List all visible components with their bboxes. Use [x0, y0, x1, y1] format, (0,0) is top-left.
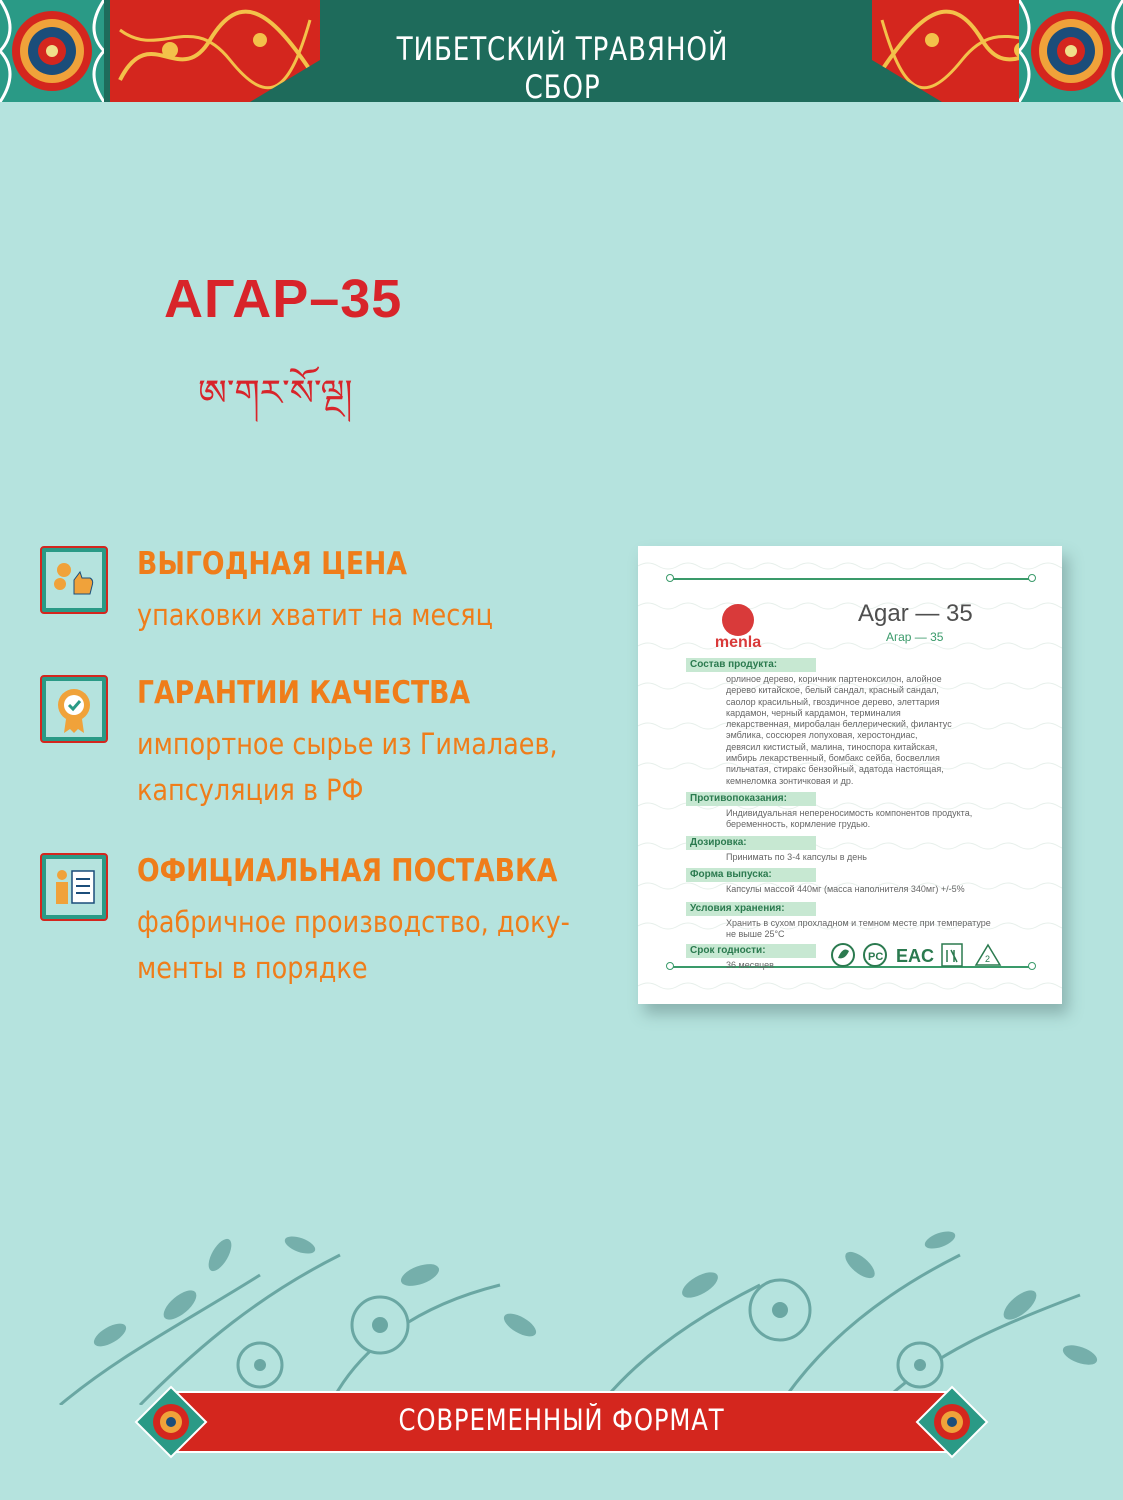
eac-mark: EAC — [896, 946, 935, 966]
section-text: Капсулы массой 440мг (масса наполнителя 340мг) +/-5% — [726, 884, 965, 894]
brand-logo — [708, 604, 768, 652]
feature-text — [137, 592, 493, 638]
mandala-ornament-icon — [0, 0, 104, 102]
section-label: Дозировка: — [686, 836, 816, 850]
section-text: 36 месяцев — [726, 960, 774, 970]
svg-text:2: 2 — [985, 954, 991, 964]
label-subtitle: Агар — 35 — [886, 630, 944, 644]
certification-marks — [830, 942, 1010, 968]
mandala-ornament-icon — [915, 1385, 989, 1459]
coins-thumbs-up-icon — [40, 546, 108, 614]
product-title-tibetan: ཨ་གར་སོ་ལྔ། — [198, 373, 353, 414]
section-label: Срок годности: — [686, 944, 816, 958]
footer-banner — [134, 1385, 989, 1459]
feature-text — [137, 899, 570, 991]
feature-title: ВЫГОДНАЯ ЦЕНА — [137, 546, 407, 582]
quality-badge-icon — [40, 675, 108, 743]
label-title: Agar — 35 — [858, 600, 973, 627]
mandala-ornament-icon — [134, 1385, 208, 1459]
product-label-card — [638, 546, 1062, 1004]
recycle-icon — [976, 945, 1000, 965]
divider-dot — [1028, 574, 1036, 582]
footer-text: СОВРЕМЕННЫЙ ФОРМАТ — [398, 1403, 725, 1437]
header-title: ТИБЕТСКИЙ ТРАВЯНОЙ СБОР — [396, 30, 729, 106]
section-label: Условия хранения: — [686, 902, 816, 916]
eco-leaf-icon — [832, 944, 854, 966]
divider-dot — [666, 574, 674, 582]
section-text: Принимать по 3-4 капсулы в день — [726, 852, 867, 862]
divider-dot — [1028, 962, 1036, 970]
mandala-ornament-icon — [1019, 0, 1123, 102]
section-text: Хранить в сухом прохладном и темном месте при температуре не выше 25°С — [726, 918, 991, 940]
feature-text — [137, 721, 558, 813]
section-label: Противопоказания: — [686, 792, 816, 806]
product-title: АГАР–35 — [164, 269, 403, 329]
feature-line: менты в порядке — [137, 951, 368, 985]
feature-line: фабричное производство, доку- — [137, 905, 570, 939]
label-divider — [670, 578, 1030, 580]
brand-name: menla — [714, 634, 762, 651]
section-label: Форма выпуска: — [686, 868, 816, 882]
floral-decoration-icon — [0, 1215, 1123, 1405]
pct-mark-icon — [864, 944, 886, 966]
svg-text:PC: PC — [868, 951, 884, 963]
feature-title: ОФИЦИАЛЬНАЯ ПОСТАВКА — [137, 853, 558, 889]
section-label: Состав продукта: — [686, 658, 816, 672]
brand-logo-icon — [722, 604, 754, 636]
section-text: орлиное дерево, коричник партеноксилон, алойное дерево китайское, белый сандал, красный сандал, саолор красильный, гвоздичное дерево, элеттария кардамон, черный кардамон, терминалия лекарственная, миробалан беллерический, филантус эмблика, соссюрея лопуховая, херостондиас, девясил кистистый, малина, тиноспора китайская, имбирь лекарственный, бомбакс сейба, босвеллия пильчатая, стиракс бензойный, адатода настоящая, кемнеломка зонтичковая и др. — [726, 674, 952, 786]
feature-line: импортное сырье из Гималаев, — [137, 727, 558, 761]
food-safe-icon — [942, 944, 962, 966]
dragon-pattern-icon — [110, 0, 320, 102]
header-banner — [0, 0, 1123, 106]
section-text: Индивидуальная непереносимость компонентов продукта, беременность, кормление грудью. — [726, 808, 973, 830]
feature-line: капсуляция в РФ — [137, 773, 364, 807]
feature-line: упаковки хватит на месяц — [137, 598, 493, 632]
divider-dot — [666, 962, 674, 970]
checklist-presenter-icon — [40, 853, 108, 921]
feature-title: ГАРАНТИИ КАЧЕСТВА — [137, 675, 471, 711]
